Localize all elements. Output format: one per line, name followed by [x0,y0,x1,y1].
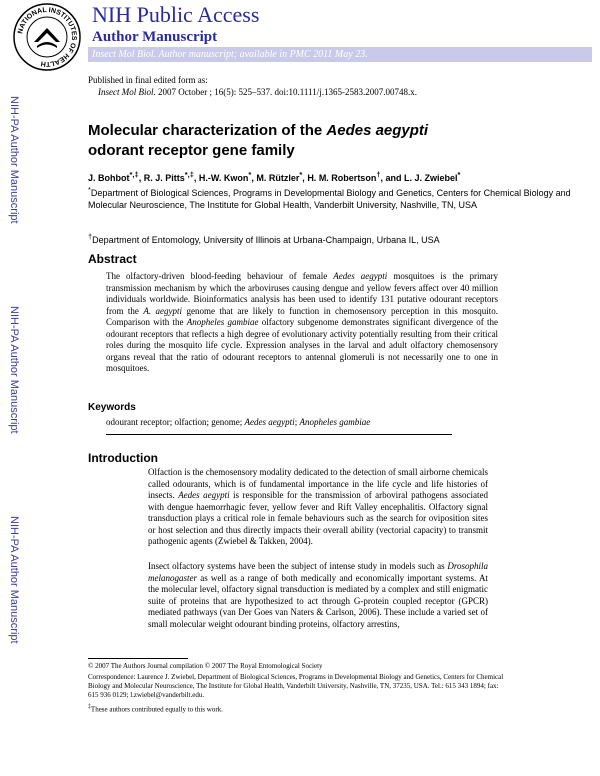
abstract-species: Anopheles gambiae [186,317,259,327]
side-label-2: NIH-PA Author Manuscript [8,306,20,434]
affiliation-mark: * [88,185,91,194]
availability-note: Insect Mol Biol. Author manuscript; available in PMC 2011 May 23. [92,49,368,60]
hhs-eagle-logo-icon [12,2,82,72]
abstract-part: The olfactory-driven blood-feeding behaviour of female [106,271,334,281]
citation-details: 2007 October ; 16(5): 525–537. doi:10.1111/j.1365-2583.2007.00748.x. [155,87,417,97]
intro-part: as well as a range of both medically and economically important systems. At the molecular level, olfactory signal transduction is mediated by a complex and still enigmatic suite of proteins that are hypothesized to act through G-protein coupled receptor (GPCR) mediated pathways (van Der Goes van Naters & Carlson, 2006). These include a varied set of small molecular weight odourant binding proteins, olfactory arrestins, [148,572,488,629]
title-part: Molecular characterization of the [88,122,327,139]
affiliation-text: Department of Entomology, University of Illinois at Urbana-Champaign, Urbana IL, USA [92,235,440,245]
abstract-part: genome that are likely to function in chemosensory perception in this mosquito. Comparison with the [106,305,498,327]
author-mark: *,‡ [129,170,139,179]
footnote-text: These authors contributed equally to this work. [90,705,223,714]
intro-species: Drosophila melanogaster [148,561,488,583]
author: H. M. Robertson [307,173,377,183]
author-mark: * [248,170,252,179]
affiliation-1 [88,184,588,211]
copyright-footnote: © 2007 The Authors Journal compilation © 2007 The Royal Entomological Society [88,662,323,670]
side-label-3: NIH-PA Author Manuscript [8,516,20,644]
author-list: J. Bohbot*,‡, R. J. Pitts*,‡, H.-W. Kwon*, M. Rützler*, H. M. Robertson†, and L. J. Zwiebel* [88,170,461,183]
title-part: odorant receptor gene family [88,142,295,159]
author: L. J. Zwiebel [404,173,458,183]
logo-ring-text: NATIONAL INSTITUTES OF HEALTH [17,6,78,68]
affiliation-text: Department of Biological Sciences, Programs in Developmental Biology and Genetics, Centers for Chemical Biology and Molecular Neuroscience, The Institute for Global Health, Vanderbilt University, Nashville, TN, USA [88,188,571,210]
author-mark: *,‡ [184,170,194,179]
keywords-text [106,417,370,427]
published-label: Published in final edited form as: [88,75,208,85]
keywords-divider [106,434,452,435]
abstract-species: Aedes aegypti [333,271,388,281]
keyword-species: Anopheles gambiae [299,417,371,427]
author: J. Bohbot [88,173,130,183]
paper-title [88,121,488,161]
author-mark: * [299,170,303,179]
author: R. J. Pitts [143,173,185,183]
intro-part: Olfaction is the chemosensory modality dedicated to the detection of small airborne chemicals called odourants, which is of fundamental importance in the life cycle and life histories of insects. [148,467,488,500]
footnote-divider [88,658,188,659]
author-mark: † [376,170,381,179]
abstract-part: mosquitoes is the primary transmission mechanism by which the arboviruses causing dengue and yellow fevers affect over 40 million individuals worldwide. Bioinformatics analysis has been used to identify 131 putative odourant receptors from the [106,271,499,316]
introduction-heading: Introduction [88,451,158,465]
introduction-paragraph-2 [148,561,488,630]
citation-journal: Insect Mol Biol. [98,87,156,97]
abstract-heading: Abstract [88,252,137,266]
nih-public-access-title: NIH Public Access [92,2,260,27]
intro-species: Aedes aegypti [178,490,230,500]
keyword-species: Aedes aegypti [244,417,295,427]
keywords-heading: Keywords [88,402,136,413]
intro-part: is responsible for the transmission of arboviral pathogens associated with dengue haemorrhagic fever, yellow fever and Rift Valley encephalitis. Olfactory signal transduction plays a critical role in female behaviours such as the search for oviposition sites or host selection and thus directly impacts their overall ability (vectorial capacity) to transmit pathogenic agents (Zwiebel & Takken, 2004). [148,490,488,546]
abstract-text [106,271,498,375]
author: M. Rützler [256,173,300,183]
footnote-mark: ‡ [88,704,91,710]
author-mark: * [457,170,461,179]
svg-text:NATIONAL INSTITUTES OF HEALTH [17,7,77,67]
citation [98,87,417,97]
abstract-species: A. aegypti [143,305,183,316]
correspondence-footnote: Correspondence: Laurence J. Zwiebel, Department of Biological Sciences, Programs in Developmental Biology and Genetics, Centers for Chemical Biology and Molecular Neuroscience, The Institute for Global Health, Vanderbilt University, Nashville, TN, 37235, USA. Tel.: 615 343 1894; fax: 615 936 0129; l.zwiebel@vanderbilt.edu. [88,673,504,699]
intro-part: Insect olfactory systems have been the subject of intense study in models such as [148,561,448,571]
equal-contribution-footnote [88,703,223,714]
introduction-paragraph-1 [148,467,488,548]
affiliation-mark: † [88,232,93,241]
author: H.-W. Kwon [198,173,249,183]
author-manuscript-subtitle: Author Manuscript [92,29,218,45]
side-label-1: NIH-PA Author Manuscript [8,96,20,224]
nih-logo [12,2,82,72]
affiliation-2 [88,231,588,247]
keywords-part: ; [294,417,300,427]
title-species: Aedes aegypti [326,122,429,139]
keywords-part: odourant receptor; olfaction; genome; [106,417,245,427]
abstract-part: olfactory subgenome demonstrates significant divergence of the odourant receptors that reflects a high degree of evolutionary activity potentially resulting from their critical roles during the mosquito life cycle. Expression analyses in the larval and adult olfactory chemosensory organs reveal that the ratio of odourant receptors to antennal glomeruli is not necessarily one to one in mosquitoes. [106,317,498,373]
